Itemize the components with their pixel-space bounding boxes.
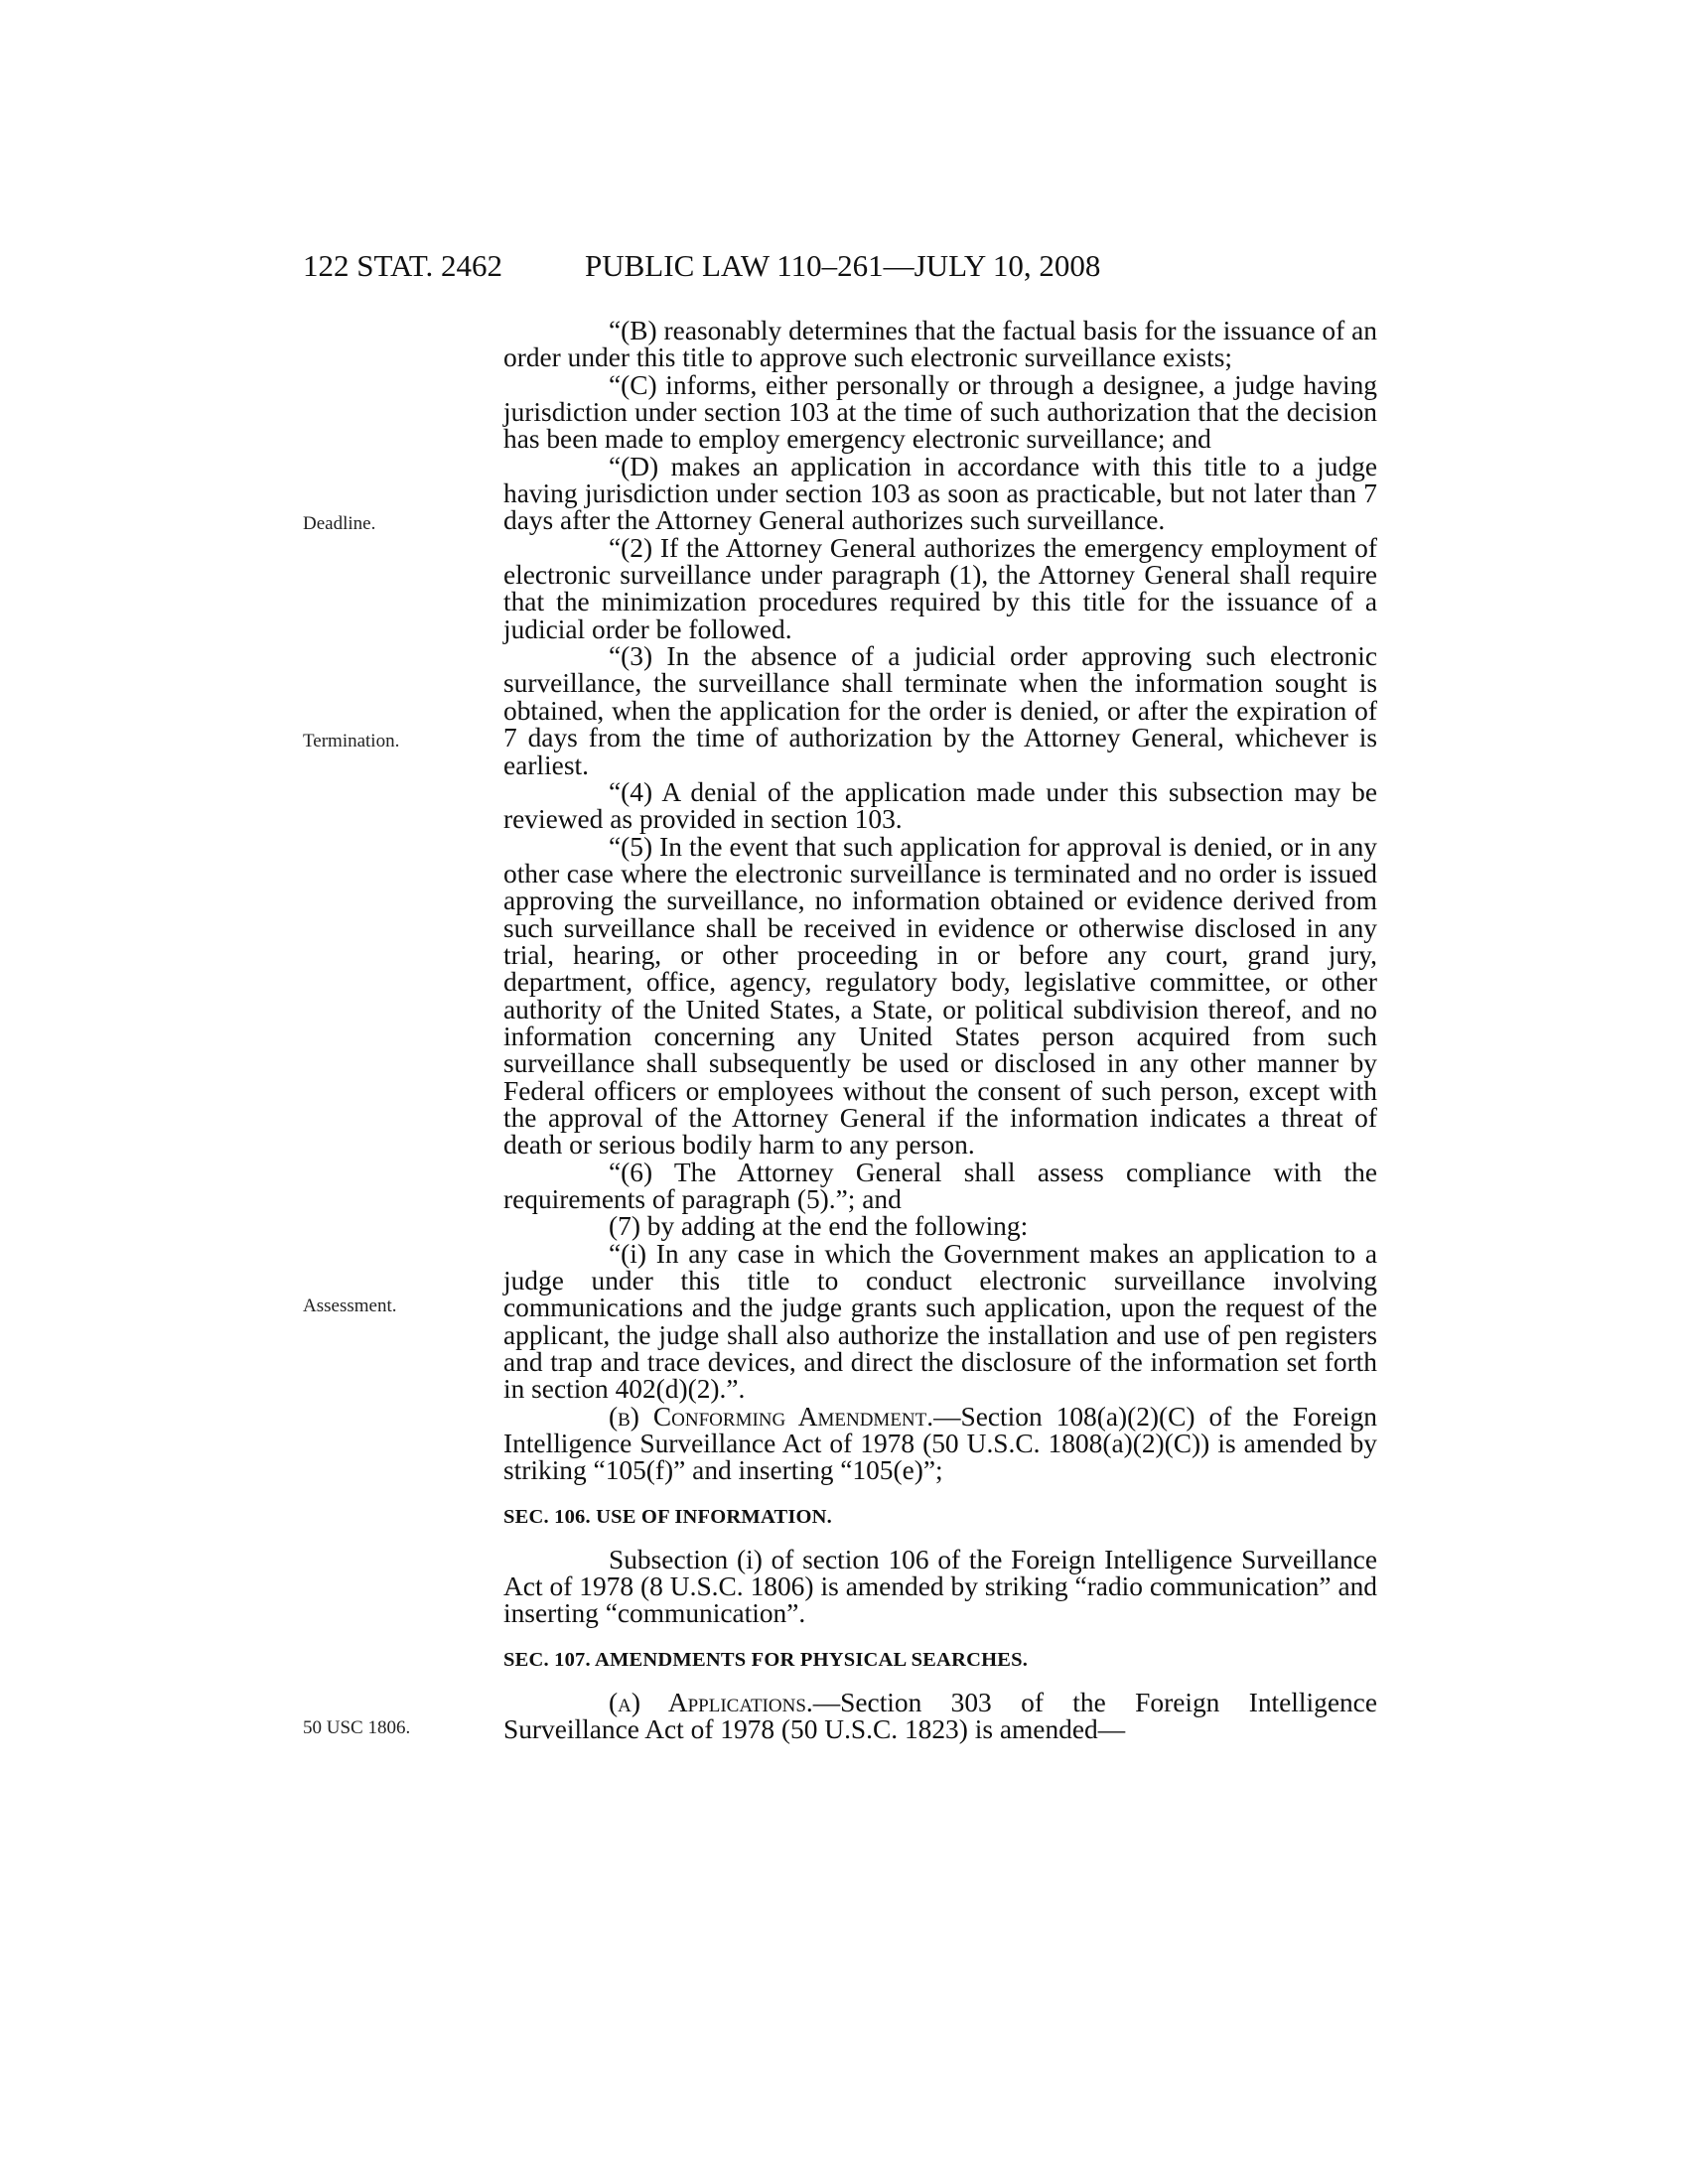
paragraph-6: “(6) The Attorney General shall assess compliance with the requirements of paragraph (5).”; and [503,1157,1377,1214]
margin-note-deadline: Deadline. [303,513,376,534]
paragraph-d: “(D) makes an application in accordance with this title to a judge having jurisdiction under section 103 as soon as practicable, but not later than 7 days after the Attorney General authorizes such surveillance. [503,451,1377,536]
page-header [303,248,1375,288]
margin-note-termination: Termination. [303,731,400,751]
margin-note-usc: 50 USC 1806. [303,1717,411,1738]
paragraph-c: “(C) informs, either personally or through a designee, a judge having jurisdiction under section 103 at the time of such authorization that the decision has been made to employ emergency electronic surveillance; and [503,369,1377,455]
section-106-heading: SEC. 106. USE OF INFORMATION. [503,1505,832,1528]
statute-page-number: 122 STAT. 2462 [303,248,503,283]
paragraph-2: “(2) If the Attorney General authorizes the emergency employment of electronic surveillance under paragraph (1), the Attorney General shall require that the minimization procedures required by this title for the issuance of a judicial order be followed. [503,532,1377,644]
paragraph-i: “(i) In any case in which the Government makes an application to a judge under this title to conduct electronic surveillance involving communications and the judge grants such application, upon the request of the applicant, the judge shall also authorize the installation and use of pen registers and trap and trace devices, and direct the disclosure of the information set forth in section 402(d)(2).”. [503,1238,1377,1405]
paragraph-7: (7) by adding at the end the following: [609,1211,1029,1242]
section-106-text: Subsection (i) of section 106 of the Foreign Intelligence Surveillance Act of 1978 (8 U.S.C. 1806) is amended by striking “radio communication” and inserting “communication”. [503,1544,1377,1629]
law-title-date: PUBLIC LAW 110–261—JULY 10, 2008 [585,248,1101,283]
paragraph-5: “(5) In the event that such application for approval is denied, or in any other case where the electronic surveillance is terminated and no order is issued approving the surveillance, no information obtained or evidence derived from such surveillance shall be received in evidence or otherwise disclosed in any trial, hearing, or other proceeding in or before any court, grand jury, department, office, agency, regulatory body, legislative committee, or other authority of the United States, a State, or political subdivision thereof, and no information concerning any United States person acquired from such surveillance shall subsequently be used or disclosed in any other manner by Federal officers or employees without the consent of such person, except with the approval of the Attorney General if the information indicates a threat of death or serious bodily harm to any person. [503,831,1377,1160]
paragraph-4: “(4) A denial of the application made under this subsection may be reviewed as provided in section 103. [503,776,1377,835]
conforming-amendment-label: (b) Conforming Amendment. [609,1401,934,1432]
applications-amendment [503,1687,1377,1745]
paragraph-b: “(B) reasonably determines that the factual basis for the issuance of an order under this title to approve such electronic surveillance exists; [503,316,1377,373]
document-body [503,318,1377,1744]
applications-text: —Section 303 of the Foreign Intelligence Surveillance Act of 1978 (50 U.S.C. 1823) is amended— [503,1687,1377,1745]
conforming-amendment [503,1401,1377,1486]
margin-note-assessment: Assessment. [303,1296,397,1316]
conforming-amendment-text: —Section 108(a)(2)(C) of the Foreign Intelligence Surveillance Act of 1978 (50 U.S.C. 1808(a)(2)(C)) is amended by striking “105(f)” and inserting “105(e)”; [503,1401,1377,1486]
section-107-heading: SEC. 107. AMENDMENTS FOR PHYSICAL SEARCHES. [503,1648,1029,1671]
paragraph-3: “(3) In the absence of a judicial order approving such electronic surveillance, the surveillance shall terminate when the information sought is obtained, when the application for the order is denied, or after the expiration of 7 days from the time of authorization by the Attorney General, whichever is earliest. [503,641,1377,780]
applications-label: (a) Applications. [609,1687,813,1717]
